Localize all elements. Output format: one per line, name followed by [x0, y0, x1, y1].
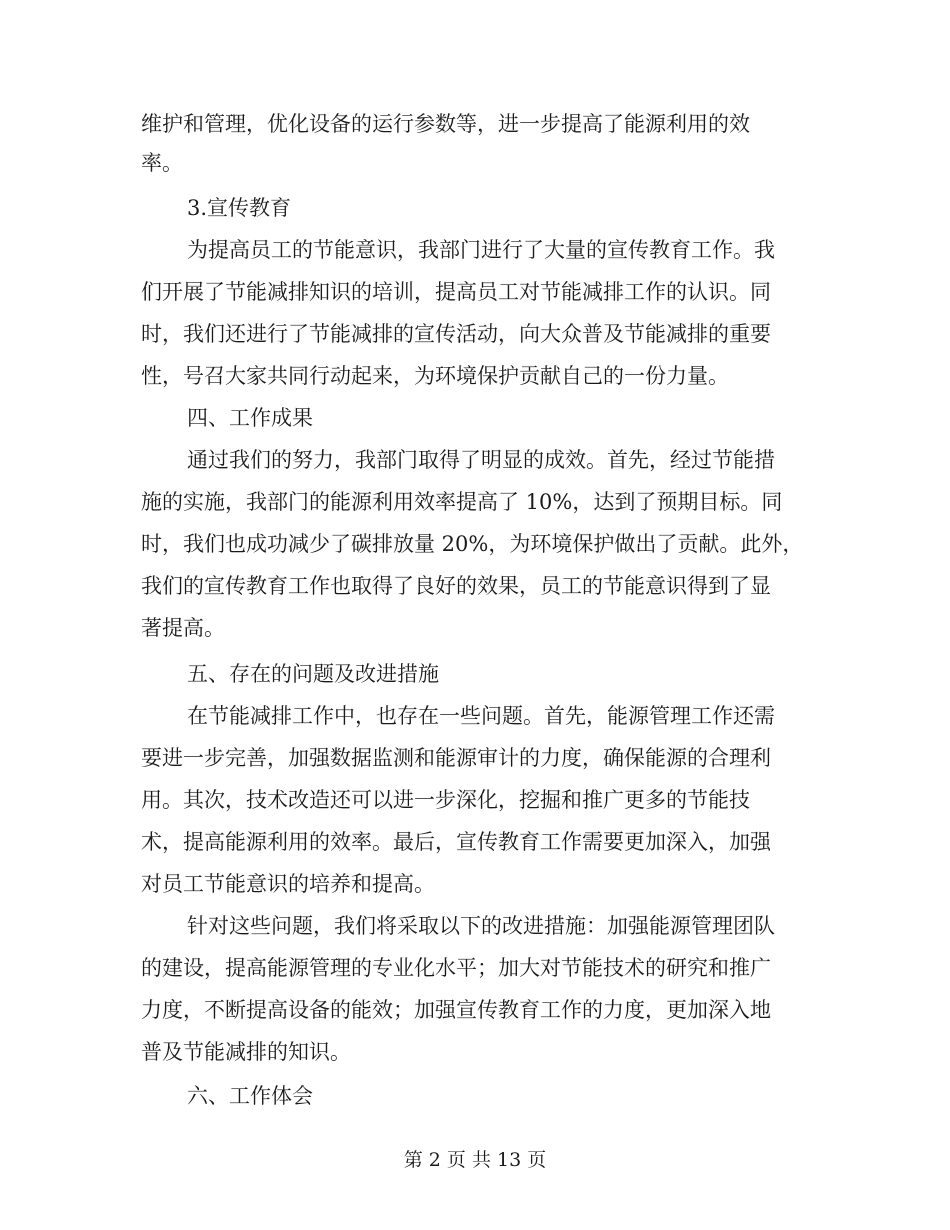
section-heading: 五、存在的问题及改进措施 — [187, 662, 439, 686]
body-line: 们开展了节能减排知识的培训，提高员工对节能减排工作的认识。同 — [141, 280, 771, 304]
body-line: 的建设，提高能源管理的专业化水平；加大对节能技术的研究和推广 — [141, 956, 771, 980]
body-line: 针对这些问题，我们将采取以下的改进措施：加强能源管理团队 — [187, 914, 775, 938]
body-line: 我们的宣传教育工作也取得了良好的效果，员工的节能意识得到了显 — [141, 574, 771, 598]
page-number-footer: 第 2 页 共 13 页 — [403, 1149, 547, 1171]
body-line: 时，我们还进行了节能减排的宣传活动，向大众普及节能减排的重要 — [141, 322, 771, 346]
body-line: 为提高员工的节能意识，我部门进行了大量的宣传教育工作。我 — [187, 238, 775, 262]
section-heading: 六、工作体会 — [187, 1084, 313, 1108]
body-line: 维护和管理，优化设备的运行参数等，进一步提高了能源利用的效 — [141, 112, 750, 136]
body-line: 率。 — [141, 151, 183, 175]
body-line: 力度，不断提高设备的能效；加强宣传教育工作的力度，更加深入地 — [141, 998, 771, 1022]
body-line: 用。其次，技术改造还可以进一步深化，挖掘和推广更多的节能技 — [141, 788, 750, 812]
body-line: 普及节能减排的知识。 — [141, 1040, 351, 1064]
body-line: 性，号召大家共同行动起来，为环境保护贡献自己的一份力量。 — [141, 364, 729, 388]
body-line: 要进一步完善，加强数据监测和能源审计的力度，确保能源的合理利 — [141, 746, 771, 770]
body-line: 术，提高能源利用的效率。最后，宣传教育工作需要更加深入，加强 — [141, 830, 771, 854]
section-heading: 四、工作成果 — [187, 406, 313, 430]
body-line: 时，我们也成功减少了碳排放量 20%，为环境保护做出了贡献。此外， — [141, 532, 804, 556]
section-heading: 3.宣传教育 — [187, 196, 292, 220]
body-line: 对员工节能意识的培养和提高。 — [141, 872, 435, 896]
body-line: 在节能减排工作中，也存在一些问题。首先，能源管理工作还需 — [187, 704, 775, 728]
body-line: 施的实施，我部门的能源利用效率提高了 10%，达到了预期目标。同 — [141, 490, 783, 514]
body-line: 著提高。 — [141, 616, 225, 640]
body-line: 通过我们的努力，我部门取得了明显的成效。首先，经过节能措 — [187, 448, 775, 472]
